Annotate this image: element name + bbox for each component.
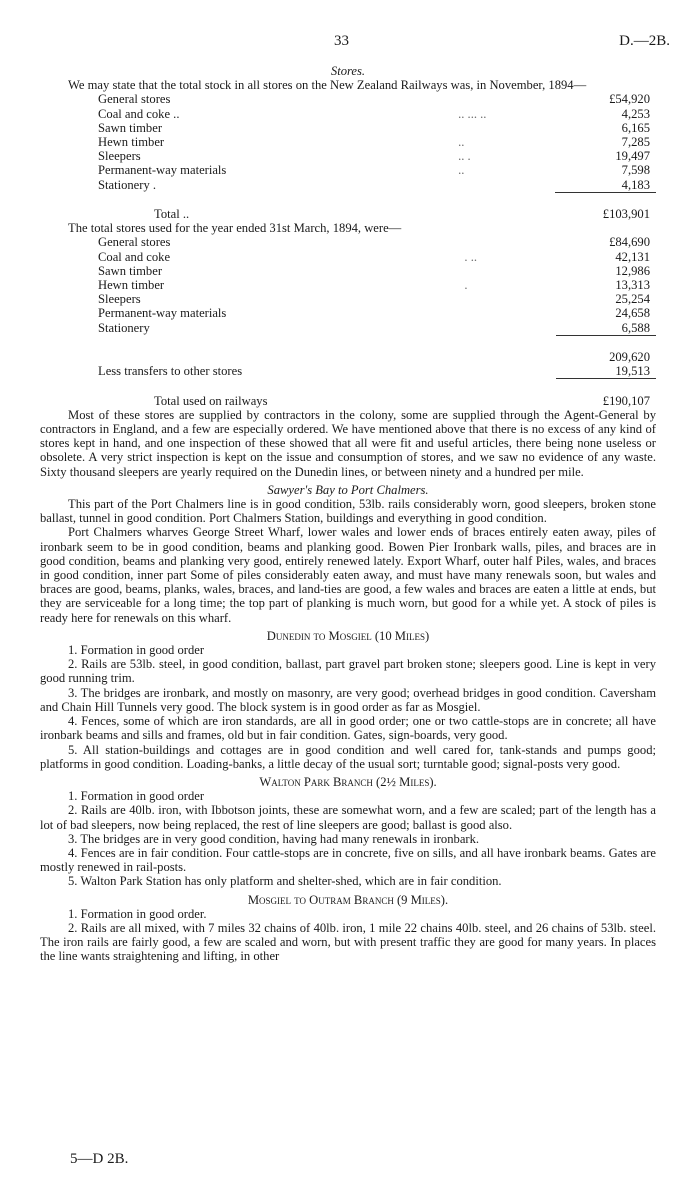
walton-list-item: 2. Rails are 40lb. iron, with Ibbotson joints, these are somewhat worn, and a few are scaled; part of the length has a lot of bad sleepers, now being replaced, the rest of line sleepers are good; ballast is good also. <box>40 803 656 832</box>
used-row <box>40 292 656 306</box>
footer-signature: 5—D 2B. <box>70 1151 129 1167</box>
stores-intro: We may state that the total stock in all stores on the New Zealand Railways was, in November, 1894— <box>68 78 587 93</box>
mosgiel-heading: Mosgiel to Outram Branch (9 Miles). <box>247 892 449 907</box>
used-total-amount: £190,107 <box>602 393 650 408</box>
used-table <box>40 235 656 407</box>
walton-list-item: 3. The bridges are in very good condition, having had many renewals in ironbark. <box>68 831 480 846</box>
used-item-leader: . .. <box>464 249 478 264</box>
stock-row <box>40 121 656 135</box>
dunedin-list-item: 3. The bridges are ironbark, and mostly on masonry, are very good; overhead bridges in good condition. Caversham and Chain Hill Tunnels very good. The block system is in good order as far as Mosgiel. <box>40 685 656 714</box>
less-transfers-row <box>40 364 656 379</box>
stock-row <box>40 149 656 163</box>
stock-total-amount: £103,901 <box>602 207 650 222</box>
walton-list <box>40 789 656 888</box>
stock-item-leader: .. <box>458 163 465 178</box>
document-code: D.—2B. <box>619 33 670 49</box>
stock-row <box>40 92 656 106</box>
sawyers-paragraph-1: This part of the Port Chalmers line is in good condition, 53lb. rails considerably worn, good sleepers, broken stone ballast, tunnel in good condition. Port Chalmers Station, buildings and everything in good condition. <box>40 497 656 526</box>
stock-total-row <box>40 207 656 221</box>
walton-list-item: 4. Fences are in fair condition. Four cattle-stops are in concrete, five on sills, and all have ironbark beams. Gates are mostly renewed in rail-posts. <box>40 845 656 875</box>
used-row <box>40 264 656 278</box>
used-item-amount: 13,313 <box>615 278 650 293</box>
stock-item-leader <box>458 92 555 106</box>
dunedin-heading: Dunedin to Mosgiel (10 Miles) <box>266 628 430 643</box>
dunedin-list <box>40 643 656 771</box>
stock-item-amount: 4,183 <box>621 177 650 192</box>
used-row <box>40 306 656 320</box>
used-item-label: Sleepers <box>98 292 141 307</box>
walton-heading: Walton Park Branch (2½ Miles). <box>259 774 437 789</box>
mosgiel-list-item: 2. Rails are all mixed, with 7 miles 32 chains of 40lb. iron, 1 mile 22 chains 40lb. steel, and 26 chains of 53lb. steel. The iron rails are fairly good, a few are scaled and worn, but with present traffic they are good for many years. In places the line wants straightening and lifting, in other <box>40 920 656 964</box>
stock-row <box>40 163 656 177</box>
used-total-row <box>40 394 656 408</box>
used-subtotal-rule-row <box>40 335 656 350</box>
used-item-leader <box>464 306 556 320</box>
stores-paragraph: Most of these stores are supplied by contractors in the colony, some are supplied through the Agent-General by contractors in England, and a few are especially ordered. We have mentioned above that there is no excess of any kind of stores kept in hand, and one inspection of these showed that all were fit and useful articles, there being none useless or obsolete. A very strict inspection is kept on the issue and consumption of stores, and we saw no evidence of any waste. Sixty thousand sleepers are yearly required on the Dunedin lines, or between ninety and a hundred per mile. <box>40 407 656 479</box>
used-total-label: Total used on railways <box>154 393 268 408</box>
used-item-label: General stores <box>98 235 171 250</box>
used-item-leader <box>464 235 556 249</box>
stock-item-leader <box>458 121 555 135</box>
used-item-amount: 24,658 <box>615 306 650 321</box>
sawyers-paragraph-2: Port Chalmers wharves George Street Wharf, lower wales and lower ends of braces entirely eaten away, piles of ironbark seem to be in good condition, beams and planking good. Bowen Pier Ironbark walls, piles, and braces are in good condition, beams and planking very good, entirely renewed lately. Export Wharf, outer half Piles, wales, and braces in good condition, inner part Some of piles considerably eaten away, and must have many renewals soon, but wales and braces are good, beams, planks, wales, braces, and land-ties are good, a few wales and braces are eaten a little at ends, but they are serviceable for a long time; the top part of planking is much worn, but good for a while yet. A stock of piles is ready here for renewals on this wharf. <box>40 525 656 625</box>
mosgiel-list-item: 1. Formation in good order. <box>68 906 207 921</box>
stock-row <box>40 135 656 149</box>
sawyers-heading: Sawyer's Bay to Port Chalmers. <box>267 482 429 497</box>
stock-total-rule-row <box>40 192 656 207</box>
dunedin-list-item: 1. Formation in good order <box>68 643 205 658</box>
walton-list-item: 5. Walton Park Station has only platform and shelter-shed, which are in fair condition. <box>68 874 502 889</box>
less-transfers-amount: 19,513 <box>615 364 650 379</box>
used-item-leader: . <box>464 278 468 293</box>
used-total-rule-row <box>40 379 656 394</box>
used-row <box>40 321 656 336</box>
used-item-label: Hewn timber <box>98 278 165 293</box>
stock-item-label: Sawn timber <box>98 120 163 135</box>
dunedin-list-item: 4. Fences, some of which are iron standards, are all in good order; one or two cattle-stops are in concrete; all have ironbark beams and sills and frames, old but in fair condition. Gates, sign-boards, very good. <box>40 714 656 743</box>
used-intro: The total stores used for the year ended 31st March, 1894, were— <box>68 221 402 236</box>
stock-item-label: Sleepers <box>98 149 141 164</box>
stock-item-amount: 19,497 <box>615 149 650 164</box>
stock-item-amount: 4,253 <box>621 106 650 121</box>
used-item-label: Coal and coke <box>98 249 171 264</box>
stock-item-leader: .. ... .. <box>458 106 487 121</box>
mosgiel-list <box>40 907 656 964</box>
walton-list-item: 1. Formation in good order <box>68 789 205 804</box>
used-item-amount: 12,986 <box>615 263 650 278</box>
used-row <box>40 235 656 249</box>
used-subtotal-amount: 209,620 <box>609 350 650 365</box>
stock-item-amount: 7,598 <box>621 163 650 178</box>
used-item-amount: 42,131 <box>615 249 650 264</box>
page-number: 33 <box>334 33 349 49</box>
used-item-label: Permanent-way materials <box>98 306 227 321</box>
used-item-leader <box>464 264 556 278</box>
used-item-amount: £84,690 <box>609 235 650 250</box>
used-row <box>40 250 656 264</box>
stock-item-label: Hewn timber <box>98 135 165 150</box>
used-subtotal-row <box>40 350 656 364</box>
stock-row <box>40 107 656 121</box>
stock-item-leader <box>458 178 555 193</box>
stock-item-label: General stores <box>98 92 171 107</box>
stores-heading: Stores. <box>330 64 366 78</box>
stock-item-leader: .. <box>458 135 465 150</box>
stock-item-label: Coal and coke .. <box>98 106 180 121</box>
stock-table <box>40 92 656 221</box>
page-content <box>40 64 656 964</box>
used-item-label: Stationery <box>98 320 150 335</box>
stock-item-amount: 6,165 <box>621 120 650 135</box>
dunedin-list-item: 5. All station-buildings and cottages are in good condition and well cared for, tank-stands and pumps good; platforms in good condition. Loading-banks, a little decay of the usual sort; turntable good; signal-posts very good. <box>40 742 656 771</box>
used-item-leader <box>464 292 556 306</box>
dunedin-list-item: 2. Rails are 53lb. steel, in good condition, ballast, part gravel part broken stone; sleepers good. Line is kept in very good running trim. <box>40 657 656 686</box>
used-row <box>40 278 656 292</box>
used-item-amount: 6,588 <box>621 320 650 335</box>
used-item-label: Sawn timber <box>98 263 163 278</box>
stock-total-label: Total .. <box>154 207 190 222</box>
less-transfers-label: Less transfers to other stores <box>98 364 243 379</box>
used-item-amount: 25,254 <box>615 292 650 307</box>
stock-row <box>40 178 656 193</box>
stock-item-label: Stationery . <box>98 177 157 192</box>
page-header <box>0 34 700 50</box>
used-item-leader <box>464 321 556 336</box>
stock-item-leader: .. . <box>458 149 471 164</box>
stock-item-amount: 7,285 <box>621 135 650 150</box>
stock-item-label: Permanent-way materials <box>98 163 227 178</box>
stock-item-amount: £54,920 <box>609 92 650 107</box>
